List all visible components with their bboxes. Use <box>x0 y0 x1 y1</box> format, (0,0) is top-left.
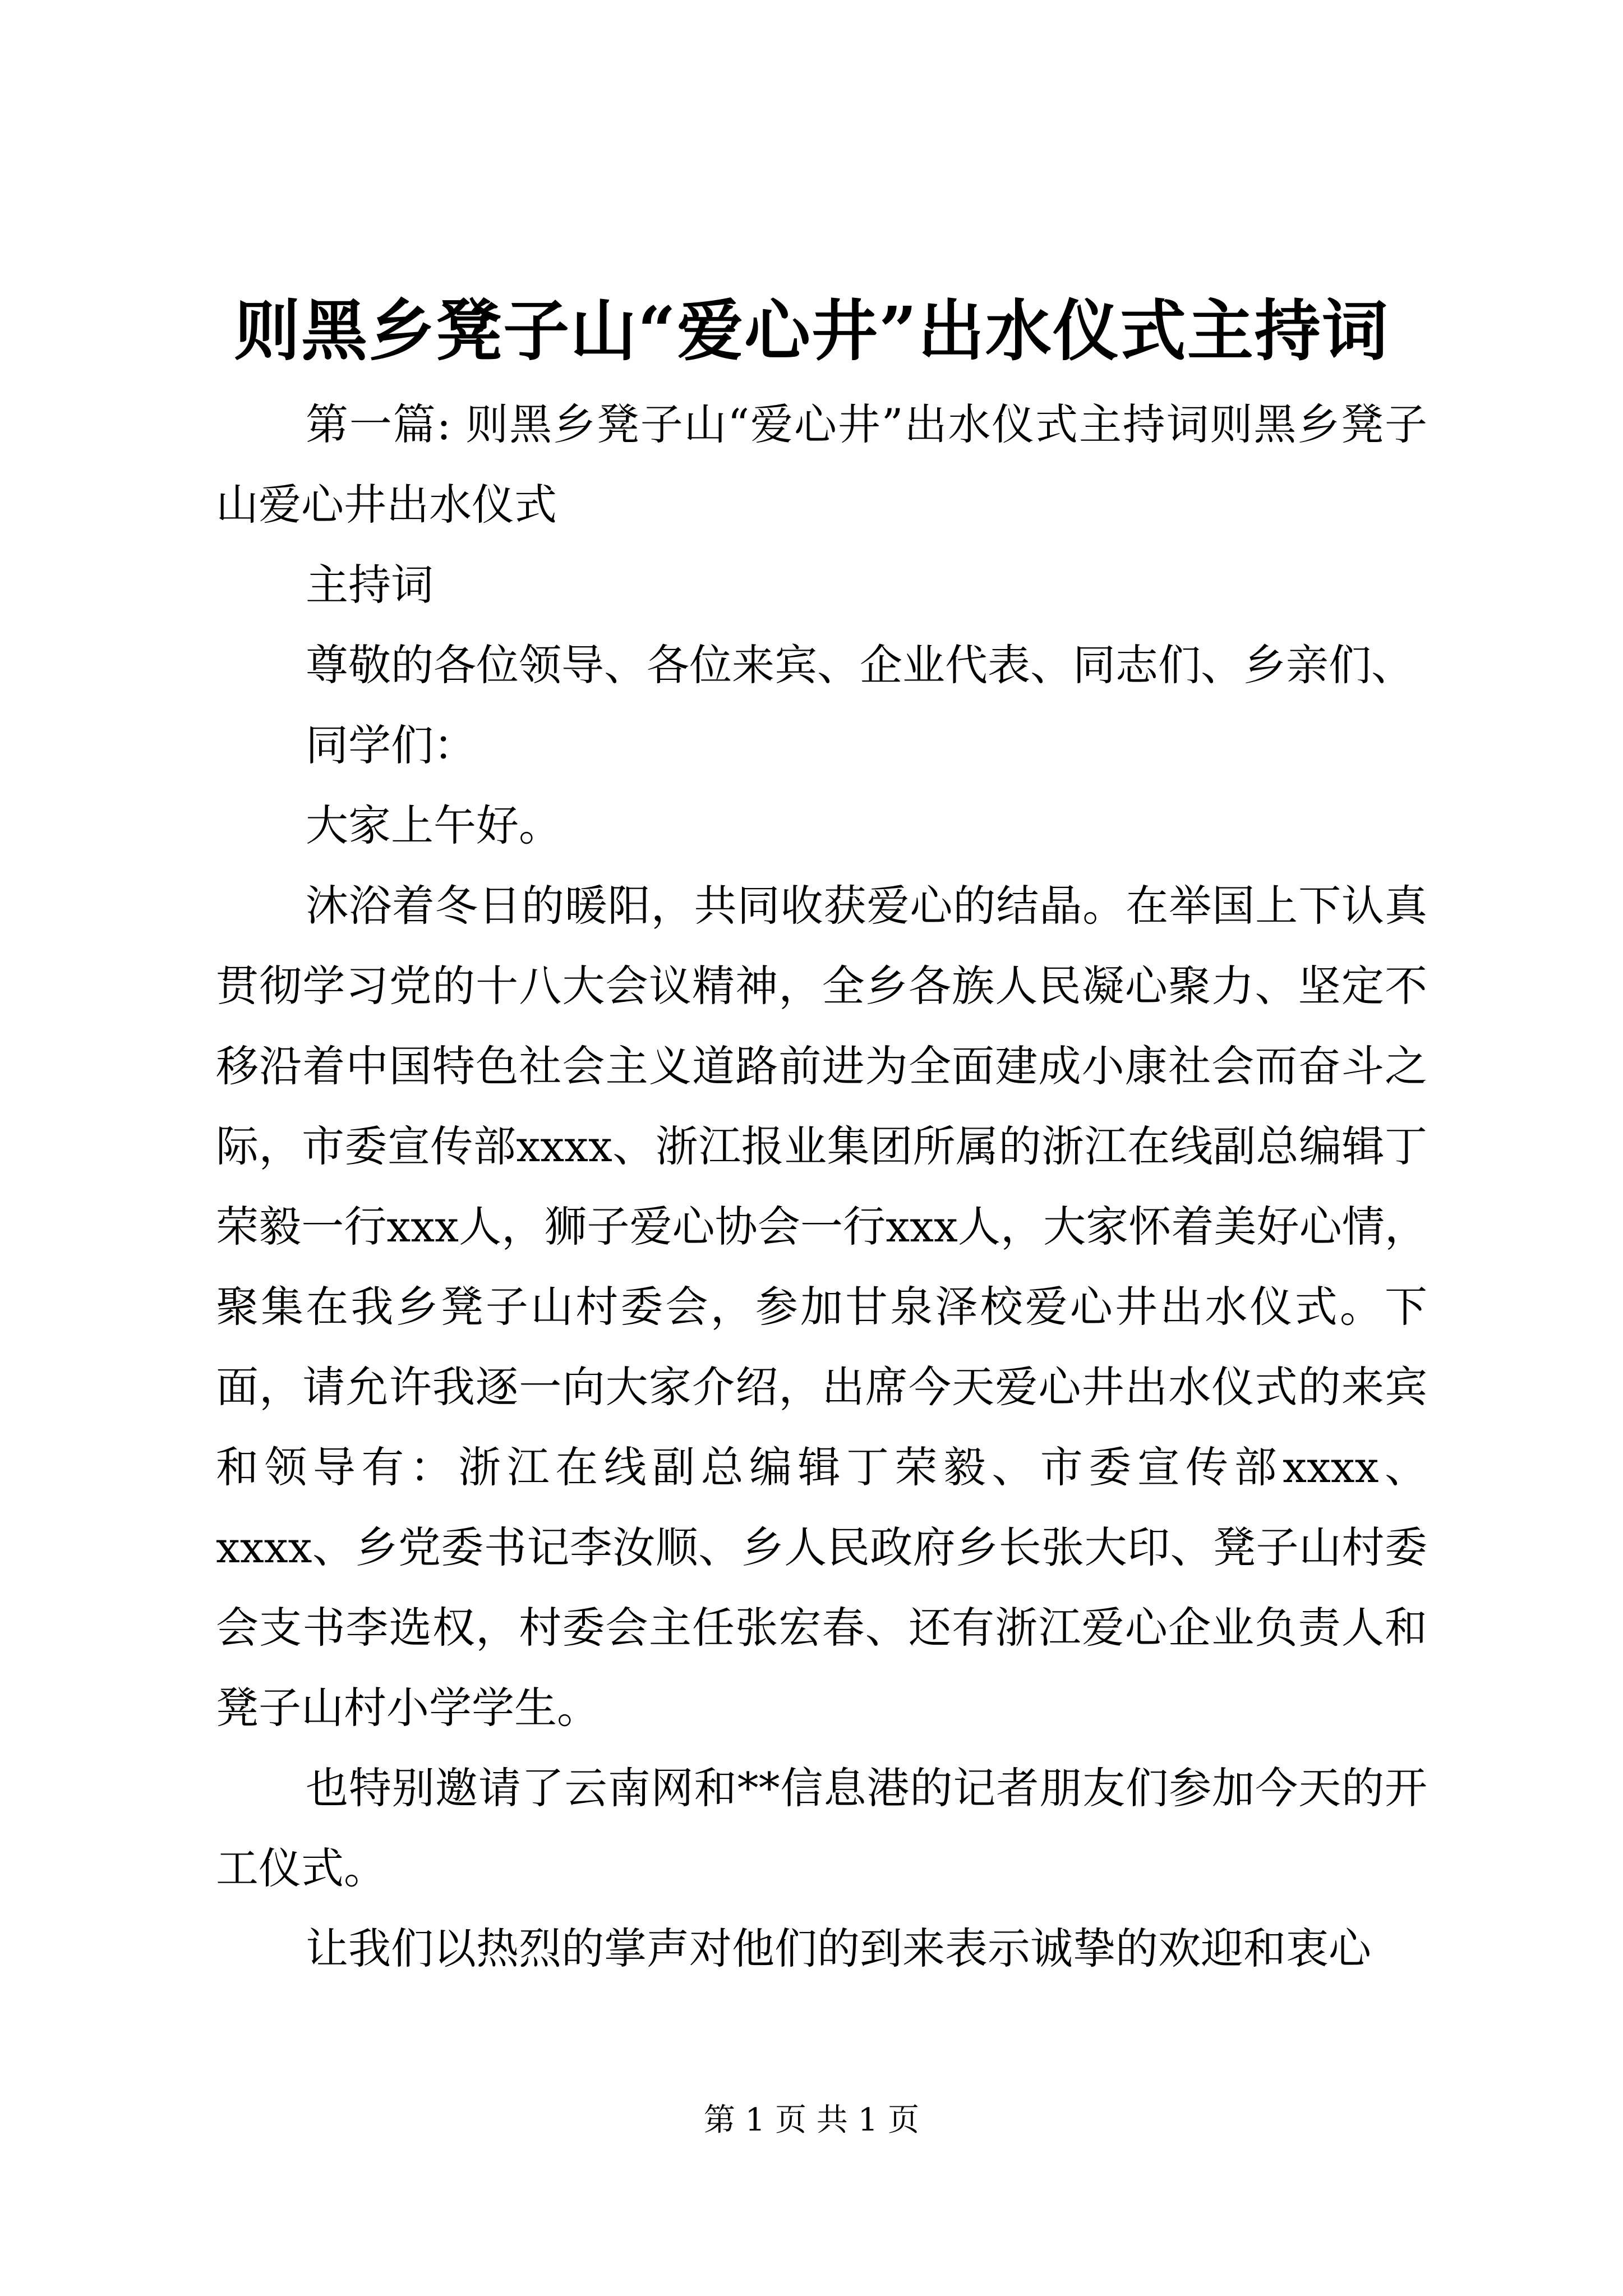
paragraph-good-morning: 大家上午好。 <box>306 800 561 850</box>
paragraph-greeting-line-1: 尊敬的各位领导、各位来宾、企业代表、同志们、乡亲们、 <box>306 640 1414 690</box>
page-footer: 第 1 页 共 1 页 <box>703 2102 920 2138</box>
paragraph-greeting-line-2: 同学们： <box>306 720 476 770</box>
document-title: 则黑乡凳子山“爱心井”出水仪式主持词 <box>234 292 1389 370</box>
document-body <box>216 384 1427 1989</box>
paragraph-main-introduction: 沐浴着冬日的暖阳，共同收获爱心的结晶。在举国上下认真贯彻学习党的十八大会议精神，全乡各族人民凝心聚力、坚定不移沿着中国特色社会主义道路前进为全面建成小康社会而奋斗之际，市委宣传部xxxx、浙江报业集团所属的浙江在线副总编辑丁荣毅一行xxx人，狮子爱心协会一行xxx人，大家怀着美好心情，聚集在我乡凳子山村委会，参加甘泉泽校爱心井出水仪式。下面，请允许我逐一向大家介绍，出席今天爱心井出水仪式的来宾和领导有：浙江在线副总编辑丁荣毅、市委宣传部xxxx、xxxx、乡党委书记李汝顺、乡人民政府乡长张大印、凳子山村委会支书李选权，村委会主任张宏春、还有浙江爱心企业负责人和凳子山村小学学生。 <box>216 881 1427 1733</box>
paragraph-reporters-invited: 也特别邀请了云南网和**信息港的记者朋友们参加今天的开工仪式。 <box>216 1763 1427 1893</box>
paragraph-applause-welcome: 让我们以热烈的掌声对他们的到来表示诚挚的欢迎和衷心 <box>306 1924 1371 1973</box>
paragraph-host-words-label: 主持词 <box>306 560 434 610</box>
paragraph-part-one-heading: 第一篇: 则黑乡凳子山“爱心井”出水仪式主持词则黑乡凳子山爱心井出水仪式 <box>216 399 1427 530</box>
